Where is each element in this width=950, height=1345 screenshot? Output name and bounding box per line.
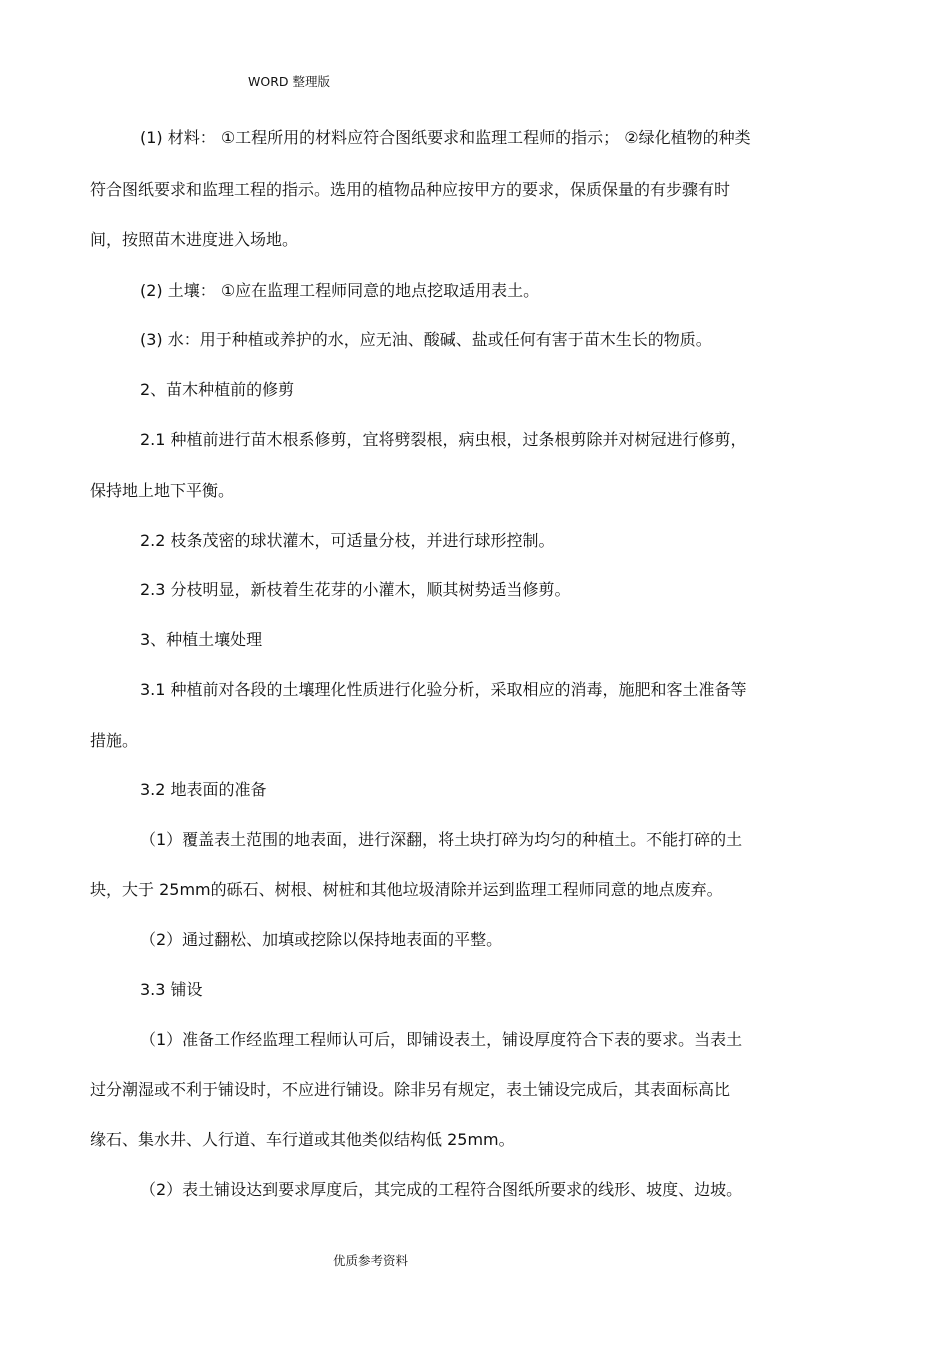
subsection-heading: 3.3 铺设: [140, 980, 203, 999]
paragraph-line: 间，按照苗木进度进入场地。: [90, 230, 299, 249]
page-header: WORD 整理版: [248, 74, 330, 89]
paragraph-line: 措施。: [90, 731, 139, 750]
paragraph-line: 2.3 分枝明显，新枝着生花芽的小灌木，顺其树势适当修剪。: [140, 580, 571, 599]
paragraph-line: 2.1 种植前进行苗木根系修剪，宜将劈裂根，病虫根，过条根剪除并对树冠进行修剪，: [140, 430, 747, 449]
subsection-heading: 3.2 地表面的准备: [140, 780, 267, 799]
paragraph-line: （1）准备工作经监理工程师认可后，即铺设表土，铺设厚度符合下表的要求。当表土: [140, 1030, 743, 1049]
paragraph-line: 保持地上地下平衡。: [90, 481, 235, 500]
paragraph-line: 块，大于 25mm的砾石、树根、树桩和其他垃圾清除并运到监理工程师同意的地点废弃。: [90, 880, 723, 899]
section-heading: 3、种植土壤处理: [140, 630, 263, 649]
paragraph-line: 符合图纸要求和监理工程的指示。选用的植物品种应按甲方的要求，保质保量的有步骤有时: [90, 180, 731, 199]
paragraph-line: （2）表土铺设达到要求厚度后，其完成的工程符合图纸所要求的线形、坡度、边坡。: [140, 1180, 743, 1199]
paragraph-line: 3.1 种植前对各段的土壤理化性质进行化验分析，采取相应的消毒，施肥和客土准备等: [140, 680, 747, 699]
section-heading: 2、苗木种植前的修剪: [140, 380, 295, 399]
paragraph-line: 2.2 枝条茂密的球状灌木，可适量分枝，并进行球形控制。: [140, 531, 555, 550]
paragraph-line: 过分潮湿或不利于铺设时，不应进行铺设。除非另有规定，表土铺设完成后，其表面标高比: [90, 1080, 731, 1099]
paragraph-line: (1) 材料： ①工程所用的材料应符合图纸要求和监理工程师的指示； ②绿化植物的种类: [140, 128, 751, 147]
page-footer: 优质参考资料: [333, 1253, 409, 1268]
paragraph-line: (2) 土壤： ①应在监理工程师同意的地点挖取适用表土。: [140, 281, 540, 300]
paragraph-line: 缘石、集水井、人行道、车行道或其他类似结构低 25mm。: [90, 1130, 515, 1149]
paragraph-line: （1）覆盖表土范围的地表面，进行深翻，将土块打碎为均匀的种植土。不能打碎的土: [140, 830, 743, 849]
paragraph-line: (3) 水：用于种植或养护的水，应无油、酸碱、盐或任何有害于苗木生长的物质。: [140, 330, 712, 349]
paragraph-line: （2）通过翻松、加填或挖除以保持地表面的平整。: [140, 930, 503, 949]
